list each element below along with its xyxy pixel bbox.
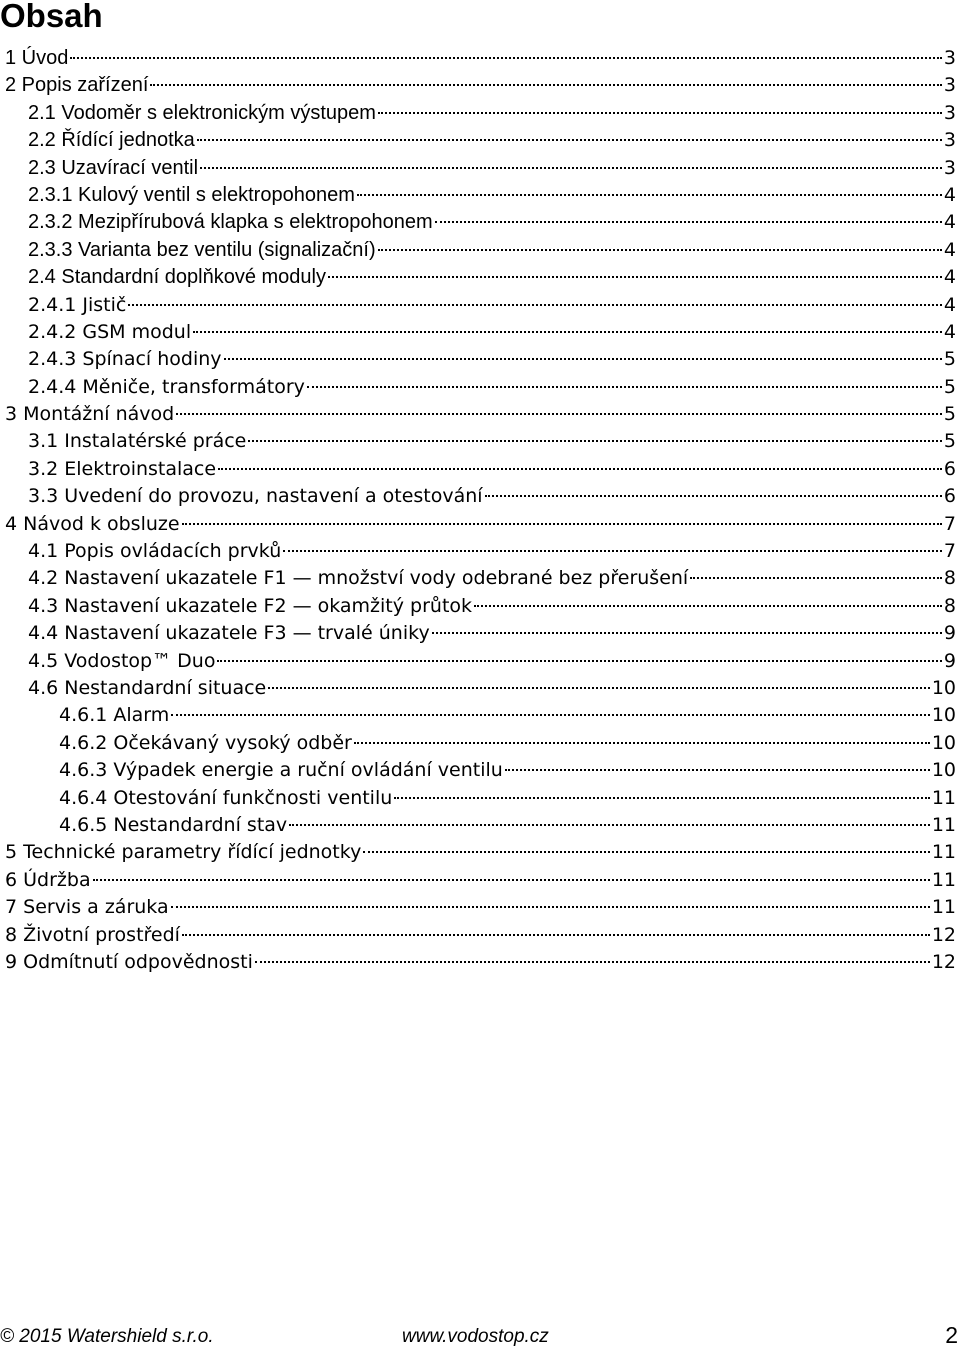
toc-entry[interactable] <box>5 264 956 291</box>
toc-entry-label: 2.1 Vodoměr s elektronickým výstupem <box>28 101 376 124</box>
toc-entry-label: 4.6.1 Alarm <box>59 704 170 727</box>
toc-leader-dots <box>485 495 942 497</box>
toc-entry[interactable] <box>5 949 956 976</box>
toc-leader-dots <box>307 386 942 388</box>
toc-entry-page: 11 <box>931 896 956 919</box>
toc-entry-label: 4.6.2 Očekávaný vysoký odběr <box>59 731 352 754</box>
toc-entry[interactable] <box>5 593 956 620</box>
toc-entry-page: 8 <box>943 594 956 617</box>
toc-leader-dots <box>248 440 942 442</box>
toc-leader-dots <box>193 331 942 333</box>
toc-leader-dots <box>218 468 942 470</box>
toc-entry-label: 4.6 Nestandardní situace <box>28 676 267 699</box>
toc-entry[interactable] <box>5 292 956 319</box>
toc-entry[interactable] <box>5 648 956 675</box>
toc-leader-dots <box>182 523 942 525</box>
toc-entry[interactable] <box>5 346 956 373</box>
toc-leader-dots <box>200 167 942 169</box>
toc-leader-dots <box>171 714 930 716</box>
toc-entry-label: 8 Životní prostředí <box>5 923 180 946</box>
toc-leader-dots <box>354 742 930 744</box>
toc-leader-dots <box>268 687 930 689</box>
toc-leader-dots <box>224 358 942 360</box>
toc-entry-page: 5 <box>943 430 956 453</box>
toc-entry[interactable] <box>5 730 956 757</box>
toc-entry-page: 10 <box>931 731 956 754</box>
page-footer <box>0 1322 960 1350</box>
toc-entry-label: 4.6.5 Nestandardní stav <box>59 813 288 836</box>
toc-entry-page: 9 <box>943 622 956 645</box>
toc-entry[interactable] <box>5 812 956 839</box>
toc-entry-label: 4.6.3 Výpadek energie a ruční ovládání ventilu <box>59 759 503 782</box>
toc-leader-dots <box>363 851 929 853</box>
toc-entry-page: 5 <box>943 403 956 426</box>
toc-leader-dots <box>435 221 942 223</box>
toc-entry-page: 4 <box>943 293 956 316</box>
toc-entry[interactable] <box>5 483 956 510</box>
toc-entry-label: 4.4 Nastavení ukazatele F3 — trvalé úniky <box>28 622 430 645</box>
toc-leader-dots <box>197 139 942 141</box>
toc-entry-page: 3 <box>943 129 956 152</box>
toc-leader-dots <box>357 194 942 196</box>
toc-entry[interactable] <box>5 319 956 346</box>
toc-entry[interactable] <box>5 511 956 538</box>
toc-leader-dots <box>93 879 930 881</box>
footer-copyright: © 2015 Watershield s.r.o. <box>0 1326 214 1347</box>
toc-leader-dots <box>70 57 942 59</box>
footer-website-link[interactable]: www.vodostop.cz <box>402 1326 549 1347</box>
toc-entry[interactable] <box>5 45 956 72</box>
toc-entry-page: 6 <box>943 457 956 480</box>
toc-entry-page: 12 <box>931 923 956 946</box>
toc-entry-label: 2.4.4 Měniče, transformátory <box>28 375 305 398</box>
toc-entry-label: 2.4.2 GSM modul <box>28 320 192 343</box>
toc-leader-dots <box>690 577 942 579</box>
toc-entry[interactable] <box>5 675 956 702</box>
toc-entry-page: 3 <box>943 156 956 179</box>
toc-entry-label: 4.2 Nastavení ukazatele F1 — množství vody odebrané bez přerušení <box>28 567 689 590</box>
toc-entry-page: 4 <box>943 320 956 343</box>
toc-entry-label: 2.3.3 Varianta bez ventilu (signalizační) <box>28 238 376 261</box>
toc-entry[interactable] <box>5 72 956 99</box>
toc-entry-label: 3 Montážní návod <box>5 403 175 426</box>
toc-entry-label: 2.3.2 Mezipřírubová klapka s elektropohonem <box>28 211 433 234</box>
toc-leader-dots <box>289 824 930 826</box>
toc-entry[interactable] <box>5 182 956 209</box>
toc-entry-label: 3.3 Uvedení do provozu, nastavení a otestování <box>28 485 483 508</box>
toc-leader-dots <box>378 249 942 251</box>
toc-entry[interactable] <box>5 155 956 182</box>
toc-leader-dots <box>182 934 930 936</box>
toc-entry-page: 11 <box>931 786 956 809</box>
toc-entry[interactable] <box>5 374 956 401</box>
toc-entry-label: 4.3 Nastavení ukazatele F2 — okamžitý průtok <box>28 594 473 617</box>
toc-leader-dots <box>283 550 942 552</box>
toc-entry-page: 11 <box>931 813 956 836</box>
toc-leader-dots <box>394 797 930 799</box>
toc-leader-dots <box>505 769 930 771</box>
toc-entry-label: 4.6.4 Otestování funkčnosti ventilu <box>59 786 393 809</box>
toc-entry-label: 2.4.1 Jistič <box>28 293 127 316</box>
toc-entry-label: 2.3 Uzavírací ventil <box>28 156 199 179</box>
toc-entry-page: 11 <box>931 868 956 891</box>
toc-entry-label: 2 Popis zařízení <box>5 74 149 97</box>
toc-entry-label: 9 Odmítnutí odpovědnosti <box>5 950 253 973</box>
toc-entry[interactable] <box>5 757 956 784</box>
toc-leader-dots <box>328 276 942 278</box>
toc-entry[interactable] <box>5 100 956 127</box>
table-of-contents <box>5 45 956 976</box>
toc-entry-label: 2.2 Řídící jednotka <box>28 129 195 152</box>
toc-leader-dots <box>217 660 941 662</box>
toc-entry-label: 4.5 Vodostop™ Duo <box>28 649 216 672</box>
toc-entry[interactable] <box>5 127 956 154</box>
toc-leader-dots <box>176 413 942 415</box>
toc-entry-label: 7 Servis a záruka <box>5 896 169 919</box>
toc-entry[interactable] <box>5 428 956 455</box>
toc-entry-page: 12 <box>931 950 956 973</box>
toc-entry-label: 1 Úvod <box>5 47 69 69</box>
toc-entry[interactable] <box>5 538 956 565</box>
toc-entry-page: 6 <box>943 485 956 508</box>
toc-entry-label: 3.1 Instalatérské práce <box>28 430 247 453</box>
toc-entry[interactable] <box>5 456 956 483</box>
toc-leader-dots <box>128 304 942 306</box>
toc-entry[interactable] <box>5 620 956 647</box>
toc-entry-page: 4 <box>943 183 956 206</box>
toc-entry-page: 4 <box>943 266 956 289</box>
toc-entry-page: 10 <box>931 676 956 699</box>
toc-entry-page: 8 <box>943 567 956 590</box>
toc-entry[interactable] <box>5 237 956 264</box>
page-title: Obsah <box>0 0 103 34</box>
toc-leader-dots <box>150 84 941 86</box>
toc-leader-dots <box>171 906 930 908</box>
toc-entry[interactable] <box>5 565 956 592</box>
toc-entry-page: 3 <box>943 74 956 97</box>
toc-entry-page: 7 <box>943 512 956 535</box>
toc-entry[interactable] <box>5 922 956 949</box>
toc-entry-page: 3 <box>943 47 956 69</box>
toc-entry-label: 4 Návod k obsluze <box>5 512 180 535</box>
toc-leader-dots <box>432 632 942 634</box>
toc-entry-label: 5 Technické parametry řídící jednotky <box>5 841 362 864</box>
footer-page-number: 2 <box>945 1322 958 1348</box>
toc-entry-page: 11 <box>931 841 956 864</box>
toc-entry-label: 2.4 Standardní doplňkové moduly <box>28 266 326 289</box>
toc-entry[interactable] <box>5 702 956 729</box>
toc-entry-page: 3 <box>943 101 956 124</box>
toc-leader-dots <box>378 112 942 114</box>
toc-entry-label: 2.4.3 Spínací hodiny <box>28 348 222 371</box>
toc-leader-dots <box>474 605 942 607</box>
toc-entry[interactable] <box>5 785 956 812</box>
toc-entry-page: 4 <box>943 211 956 234</box>
toc-entry-page: 4 <box>943 238 956 261</box>
toc-entry-page: 10 <box>931 704 956 727</box>
toc-entry-label: 4.1 Popis ovládacích prvků <box>28 540 282 563</box>
toc-entry-label: 6 Údržba <box>5 868 91 891</box>
toc-entry[interactable] <box>5 401 956 428</box>
toc-entry[interactable] <box>5 894 956 921</box>
toc-entry-page: 5 <box>943 375 956 398</box>
toc-entry-label: 3.2 Elektroinstalace <box>28 457 217 480</box>
toc-entry[interactable] <box>5 867 956 894</box>
toc-entry[interactable] <box>5 839 956 866</box>
toc-entry-page: 7 <box>943 540 956 563</box>
toc-leader-dots <box>255 961 930 963</box>
toc-entry-page: 10 <box>931 759 956 782</box>
toc-entry-label: 2.3.1 Kulový ventil s elektropohonem <box>28 183 355 206</box>
toc-entry-page: 5 <box>943 348 956 371</box>
toc-entry-page: 9 <box>943 649 956 672</box>
toc-entry[interactable] <box>5 209 956 236</box>
